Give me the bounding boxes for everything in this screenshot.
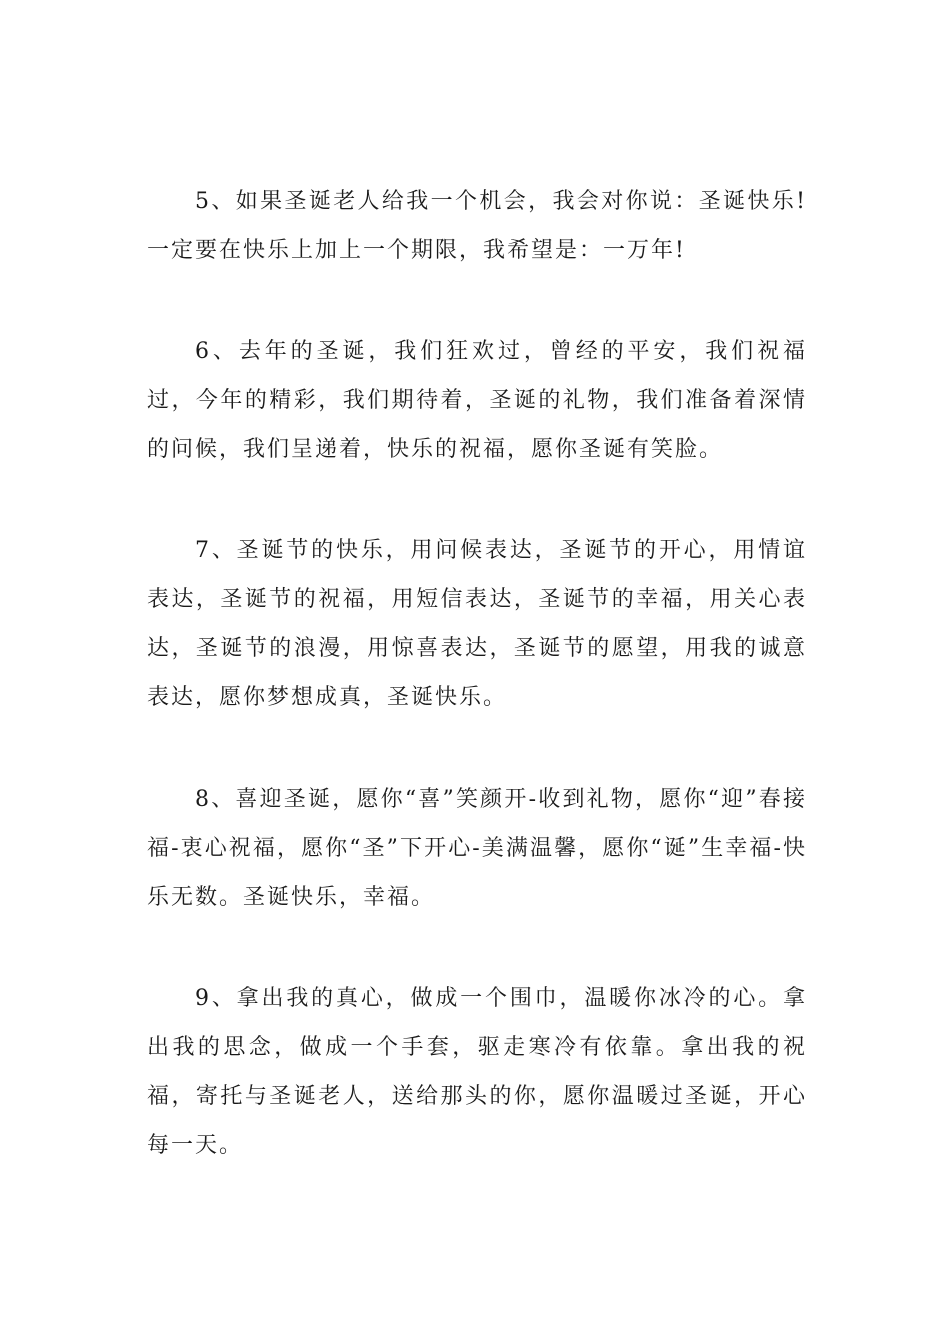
paragraph-8: 8、喜迎圣诞，愿你“喜”笑颜开-收到礼物，愿你“迎”春接福-衷心祝福，愿你“圣”下开心-美满温馨，愿你“诞”生幸福-快乐无数。圣诞快乐，幸福。 xyxy=(147,787,807,910)
paragraph-6: 6、去年的圣诞，我们狂欢过，曾经的平安，我们祝福过，今年的精彩，我们期待着，圣诞的礼物，我们准备着深情的问候，我们呈递着，快乐的祝福，愿你圣诞有笑脸。 xyxy=(147,339,807,462)
paragraph-9: 9、拿出我的真心，做成一个围巾，温暖你冰冷的心。拿出我的思念，做成一个手套，驱走寒冷有依靠。拿出我的祝福，寄托与圣诞老人，送给那头的你，愿你温暖过圣诞，开心每一天。 xyxy=(147,986,807,1158)
paragraph-7: 7、圣诞节的快乐，用问候表达，圣诞节的开心，用情谊表达，圣诞节的祝福，用短信表达，圣诞节的幸福，用关心表达，圣诞节的浪漫，用惊喜表达，圣诞节的愿望，用我的诚意表达，愿你梦想成真，圣诞快乐。 xyxy=(147,538,807,710)
paragraph-5: 5、如果圣诞老人给我一个机会，我会对你说：圣诞快乐!一定要在快乐上加上一个期限，我希望是：一万年! xyxy=(147,189,807,263)
